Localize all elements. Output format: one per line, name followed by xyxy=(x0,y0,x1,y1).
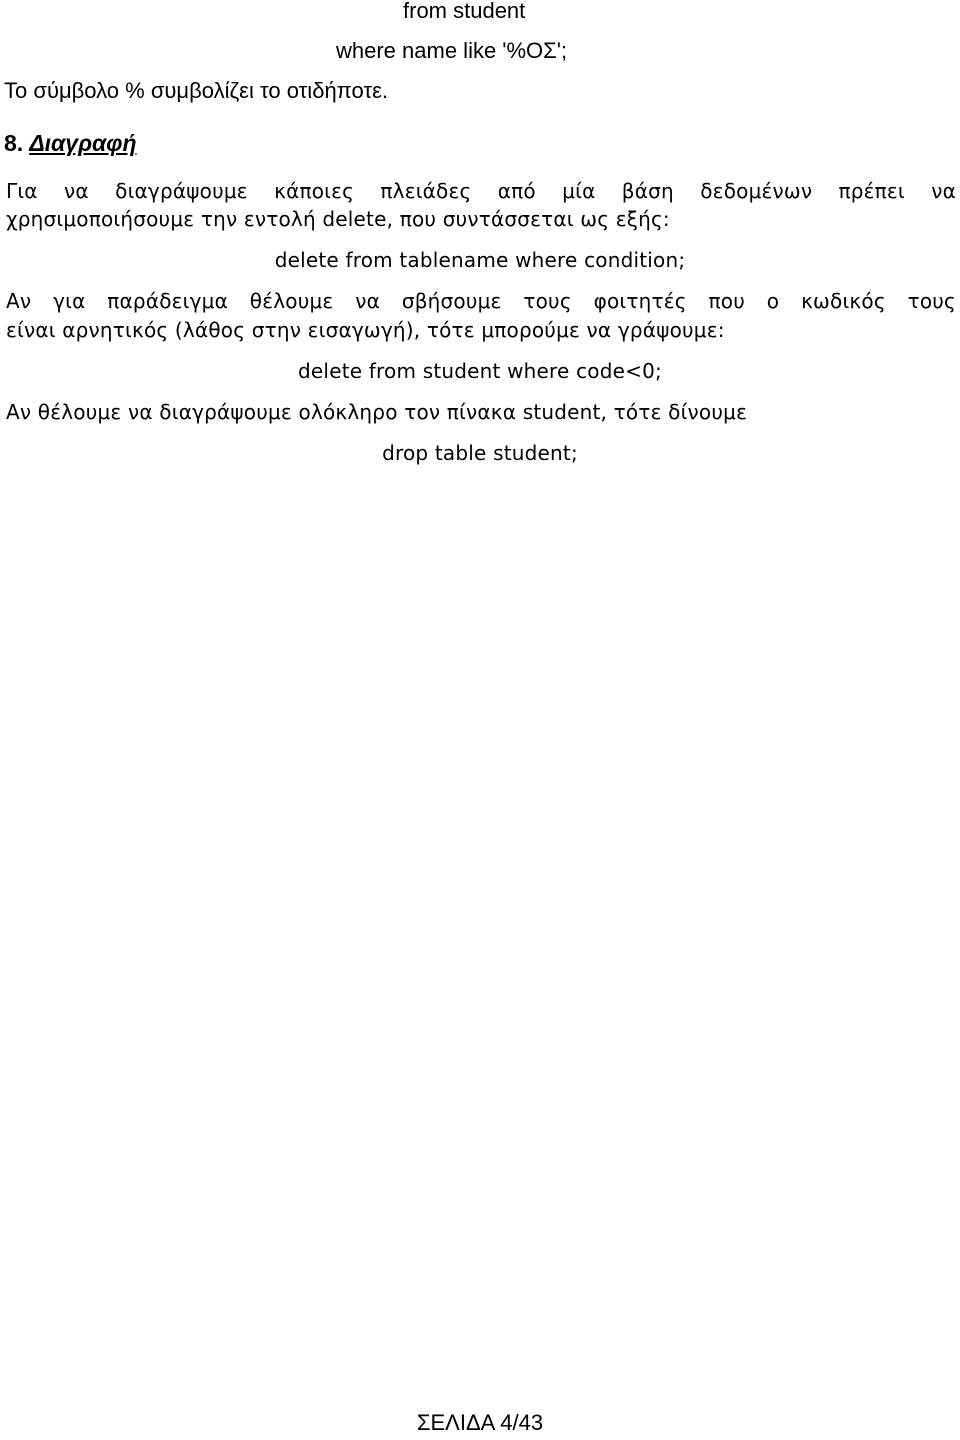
code-line-where-name-like: where name like '%ΟΣ'; xyxy=(336,38,568,63)
wildcard-note: Το σύμβολο % συμβολίζει το οτιδήποτε. xyxy=(4,78,389,103)
syntax-code: delete from tablename where condition; xyxy=(274,248,686,272)
page-footer xyxy=(0,1410,960,1436)
drop-table-code: drop table student; xyxy=(382,441,578,465)
example-code: delete from student where code<0; xyxy=(298,359,662,383)
section-title: Διαγραφή xyxy=(29,130,137,156)
paragraph-2-line-1: Αν για παράδειγμα θέλουμε να σβήσουμε τους φοιτητές που ο κωδικός τους xyxy=(6,289,956,313)
paragraph-1-line-2: χρησιμοποιήσουμε την εντολή delete, που συντάσσεται ως εξής: xyxy=(6,207,670,231)
section-heading xyxy=(4,130,137,157)
page-number: ΣΕΛΙΔΑ 4/43 xyxy=(416,1410,544,1435)
paragraph-1-line-1: Για να διαγράψουμε κάποιες πλειάδες από μία βάση δεδομένων πρέπει να xyxy=(6,179,956,203)
code-line-from-student: from student xyxy=(403,0,526,23)
paragraph-2-line-2: είναι αρνητικός (λάθος στην εισαγωγή), τότε μπορούμε να γράψουμε: xyxy=(6,318,725,342)
section-number: 8. xyxy=(4,130,24,156)
paragraph-3: Αν θέλουμε να διαγράψουμε ολόκληρο τον πίνακα student, τότε δίνουμε xyxy=(6,400,748,424)
